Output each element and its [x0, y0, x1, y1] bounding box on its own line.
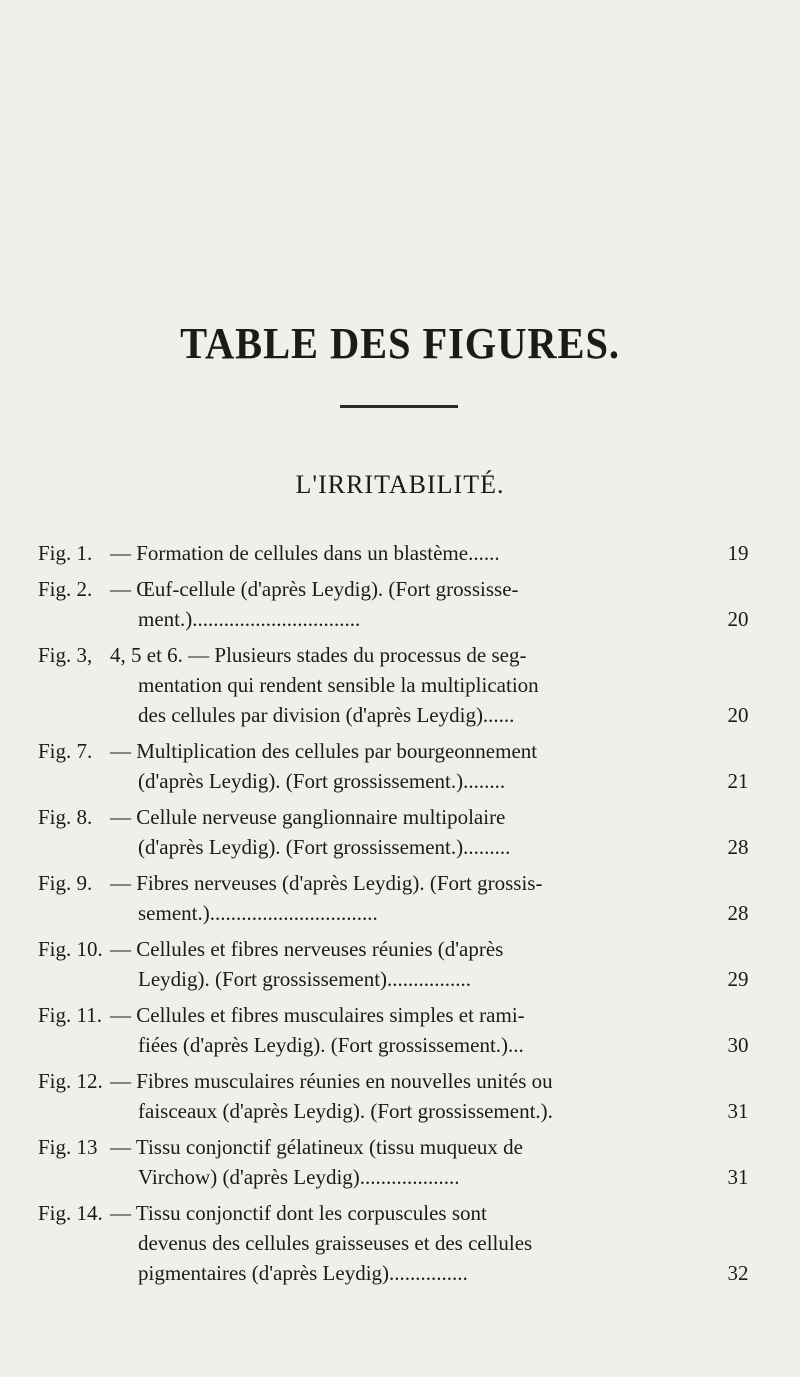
- figure-label: Fig. 7.: [38, 739, 93, 763]
- figure-description-line: faisceaux (d'après Leydig). (Fort grossissement.).: [138, 1099, 553, 1123]
- figure-entry: [38, 736, 758, 796]
- figure-label: Fig. 9.: [38, 871, 93, 895]
- figure-description-line: — Formation de cellules dans un blastème......: [110, 541, 500, 565]
- figure-entry: [38, 1066, 758, 1126]
- figure-description-line: pigmentaires (d'après Leydig)...............: [138, 1261, 468, 1285]
- figure-description: [110, 1198, 678, 1288]
- figure-description-line: — Cellules et fibres nerveuses réunies (d'après: [110, 937, 504, 961]
- figure-description: [110, 736, 678, 796]
- figure-label: Fig. 13: [38, 1135, 98, 1159]
- figure-label: Fig. 11.: [38, 1003, 102, 1027]
- figure-description: [110, 1132, 678, 1192]
- figure-description-line: Virchow) (d'après Leydig)...................: [138, 1165, 460, 1189]
- figure-description-line: ment.)................................: [138, 607, 361, 631]
- figure-description-line: devenus des cellules graisseuses et des cellules: [138, 1231, 533, 1255]
- figure-page-number: 20: [727, 703, 749, 727]
- figure-description-line: — Cellule nerveuse ganglionnaire multipolaire: [110, 805, 506, 829]
- figure-label: Fig. 3,: [38, 643, 93, 667]
- figure-description: [110, 1000, 678, 1060]
- figure-description-line: (d'après Leydig). (Fort grossissement.).........: [138, 835, 511, 859]
- figure-description-line: (d'après Leydig). (Fort grossissement.)........: [138, 769, 506, 793]
- section-title: L'IRRITABILITÉ.: [295, 470, 505, 499]
- figure-entry: [38, 802, 758, 862]
- figure-page-number: 28: [727, 901, 749, 925]
- figure-description-line: fiées (d'après Leydig). (Fort grossissement.)...: [138, 1033, 524, 1057]
- figure-entry: [38, 1198, 758, 1288]
- figure-entry: [38, 868, 758, 928]
- figure-entry: [38, 574, 758, 634]
- figure-page-number: 29: [727, 967, 749, 991]
- figure-page-number: 32: [727, 1261, 749, 1285]
- figure-description-line: — Fibres musculaires réunies en nouvelles unités ou: [110, 1069, 553, 1093]
- figure-description-line: des cellules par division (d'après Leydig)......: [138, 703, 515, 727]
- figure-description: [110, 868, 678, 928]
- figure-list: [38, 538, 758, 1294]
- figure-description: [110, 934, 678, 994]
- figure-entry: [38, 1000, 758, 1060]
- figure-description: [110, 640, 678, 730]
- figure-description-line: mentation qui rendent sensible la multiplication: [138, 673, 539, 697]
- figure-description-line: — Tissu conjonctif dont les corpuscules sont: [110, 1201, 487, 1225]
- figure-page-number: 31: [727, 1099, 749, 1123]
- figure-description: [110, 574, 678, 634]
- figure-description-line: — Œuf-cellule (d'après Leydig). (Fort grossisse-: [110, 577, 519, 601]
- figure-page-number: 20: [727, 607, 749, 631]
- figure-description-line: — Cellules et fibres musculaires simples et rami-: [110, 1003, 525, 1027]
- figure-entry: [38, 934, 758, 994]
- figure-description-line: — Fibres nerveuses (d'après Leydig). (Fort grossis-: [110, 871, 543, 895]
- figure-page-number: 28: [727, 835, 749, 859]
- figure-description-line: — Tissu conjonctif gélatineux (tissu muqueux de: [110, 1135, 523, 1159]
- figure-label: Fig. 8.: [38, 805, 93, 829]
- figure-label: Fig. 1.: [38, 541, 93, 565]
- figure-page-number: 30: [727, 1033, 749, 1057]
- figure-entry: [38, 640, 758, 730]
- figure-description-line: 4, 5 et 6. — Plusieurs stades du processus de seg-: [110, 643, 527, 667]
- figure-description-line: — Multiplication des cellules par bourgeonnement: [110, 739, 538, 763]
- figure-entry: [38, 1132, 758, 1192]
- figure-description: [110, 1066, 678, 1126]
- figure-label: Fig. 10.: [38, 937, 103, 961]
- page-title: TABLE DES FIGURES.: [180, 319, 620, 368]
- figure-entry: [38, 538, 758, 568]
- title-divider: [340, 405, 458, 408]
- figure-label: Fig. 14.: [38, 1201, 103, 1225]
- figure-description: [110, 802, 678, 862]
- figure-description-line: sement.)................................: [138, 901, 378, 925]
- figure-label: Fig. 2.: [38, 577, 93, 601]
- figure-description-line: Leydig). (Fort grossissement)................: [138, 967, 472, 991]
- figure-label: Fig. 12.: [38, 1069, 103, 1093]
- figure-page-number: 21: [727, 769, 749, 793]
- figure-page-number: 19: [727, 541, 749, 565]
- figure-description: [110, 538, 678, 568]
- figure-page-number: 31: [727, 1165, 749, 1189]
